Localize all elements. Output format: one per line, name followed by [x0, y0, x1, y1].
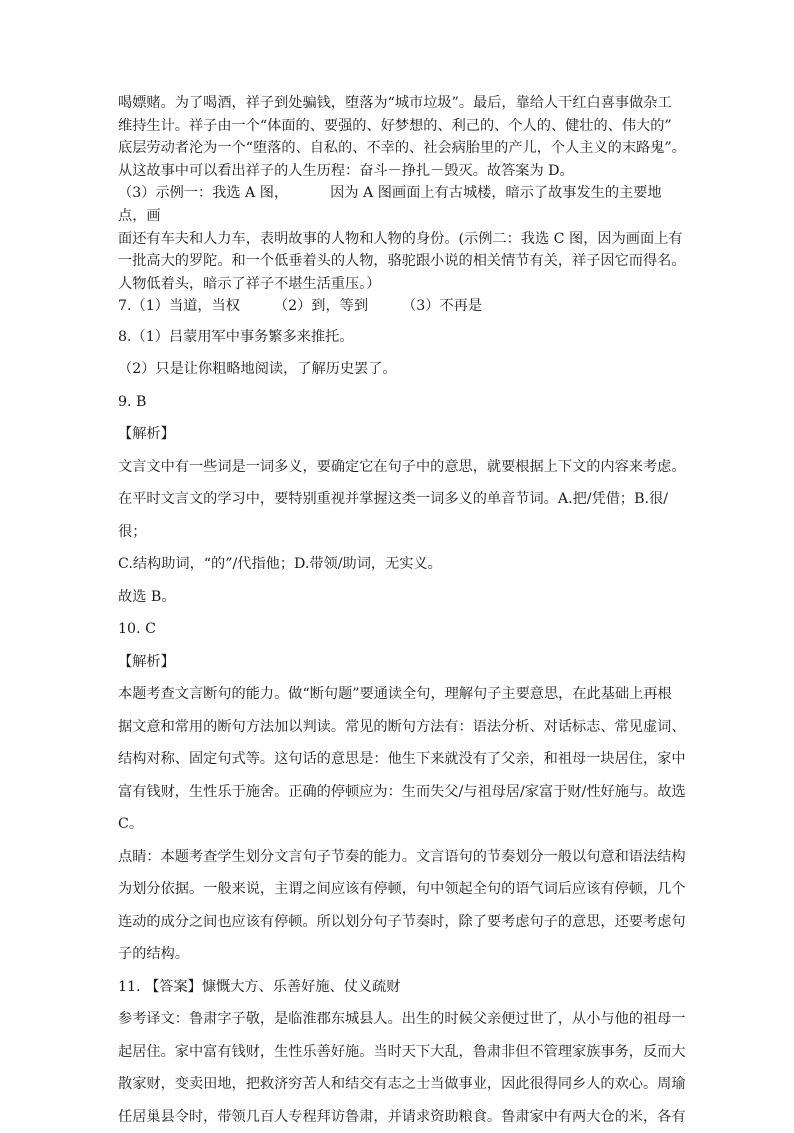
text-line: 在平时文言文的学习中，要特别重视并掌握这类一词多义的单音节词。A.把/凭借；B.很/很； — [118, 491, 669, 540]
text-line: 结构对称、固定句式等。这句话的意思是：他生下来就没有了父亲，和祖母一块居住，家中 — [118, 751, 686, 768]
text-span: （2）到，等到 — [273, 298, 369, 315]
text-span: （3）不再是 — [402, 298, 483, 315]
q9-answer: 9. B — [118, 393, 147, 410]
answers-section — [118, 321, 688, 1133]
text-line: 起居住。家中富有钱财，生性乐善好施。当时天下大乱，鲁肃非但不管理家族事务，反而大 — [118, 1043, 686, 1060]
text-line: 从这故事中可以看出祥子的人生历程：奋斗－挣扎－毁灭。故答案为 D。 — [118, 162, 574, 179]
text-line: 子的结构。 — [118, 946, 189, 963]
q7-answer-line — [118, 295, 688, 318]
text-line: 连动的成分之间也应该有停顿。所以划分句子节奏时，除了要考虑句子的意思，还要考虑句 — [118, 913, 686, 930]
text-line: 本题考查文言断句的能力。做“断句题”要通读全句，理解句子主要意思，在此基础上再根 — [118, 686, 672, 703]
document-page — [118, 92, 688, 1133]
text-line: C.结构助词，“的”/代指他；D.带领/助词，无实义。 — [118, 556, 442, 573]
q8-line: 8.（1）吕蒙用军中事务繁多来推托。 — [118, 328, 354, 345]
text-line: 喝嫖赌。为了喝酒，祥子到处骗钱，堕落为“城市垃圾”。最后，靠给人干红白喜事做杂工 — [118, 95, 672, 111]
text-line: 富有钱财，生性乐于施舍。正确的停顿应为：生而失父/与祖母居/家富于财/性好施与。故选 — [118, 783, 686, 800]
text-line: 为划分依据。一般来说，主谓之间应该有停顿，句中领起全句的语气词后应该有停顿，几个 — [118, 881, 686, 898]
q10-answer: 10. C — [118, 621, 156, 638]
text-line: 点睛：本题考查学生划分文言句子节奏的能力。文言语句的节奏划分一般以句意和语法结构 — [118, 848, 686, 865]
q11-answer: 11. 【答案】慷慨大方、乐善好施、仗义疏财 — [118, 978, 401, 995]
text-line: C。 — [118, 816, 144, 833]
text-line: 文言文中有一些词是一词多义，要确定它在句子中的意思，就要根据上下文的内容来考虑。 — [118, 458, 686, 475]
text-line: 任居巢县令时，带领几百人专程拜访鲁肃，并请求资助粮食。鲁肃家中有两大仓的米，各有 — [118, 1108, 686, 1125]
text-span: 因为 A 图画面上有古城楼，暗示了故事发生的主要地点，画 — [118, 185, 662, 224]
text-line: 维持生计。祥子由一个“体面的、要强的、好梦想的、利己的、个人的、健壮的、伟大的” — [118, 117, 672, 134]
text-line: 故选 B。 — [118, 588, 176, 605]
text-line: 据文意和常用的断句方法加以判读。常见的断句方法有：语法分析、对话标志、常见虚词、 — [118, 718, 686, 735]
q10-analysis-heading: 【解析】 — [118, 653, 175, 670]
q8-line: （2）只是让你粗略地阅读，了解历史罢了。 — [118, 361, 397, 378]
text-span: 7.（1）当道，当权 — [118, 298, 240, 315]
text-line: 人物低着头，暗示了祥子不堪生活重压。） — [118, 275, 381, 292]
text-line — [118, 182, 688, 227]
text-line: 参考译文：鲁肃字子敬，是临淮郡东城县人。出生的时候父亲便过世了，从小与他的祖母一 — [118, 1011, 686, 1028]
text-span: （3）示例一：我选 A 图， — [118, 185, 289, 202]
text-line: 散家财，变卖田地，把救济穷苦人和结交有志之士当做事业，因此很得同乡人的欢心。周瑜 — [118, 1076, 686, 1093]
text-line: 底层劳动者沦为一个“堕落的、自私的、不幸的、社会病胎里的产儿，个人主义的末路鬼”。 — [118, 140, 686, 157]
text-line: 一批高大的罗陀。和一个低垂着头的人物，骆驼跟小说的相关情节有关，祥子因它而得名。 — [118, 253, 686, 270]
text-line: 面还有车夫和人力车，表明故事的人物和人物的身份。(示例二：我选 C 图，因为画面上有 — [118, 230, 683, 247]
q6-continuation — [118, 92, 688, 318]
q9-analysis-heading: 【解析】 — [118, 426, 175, 443]
